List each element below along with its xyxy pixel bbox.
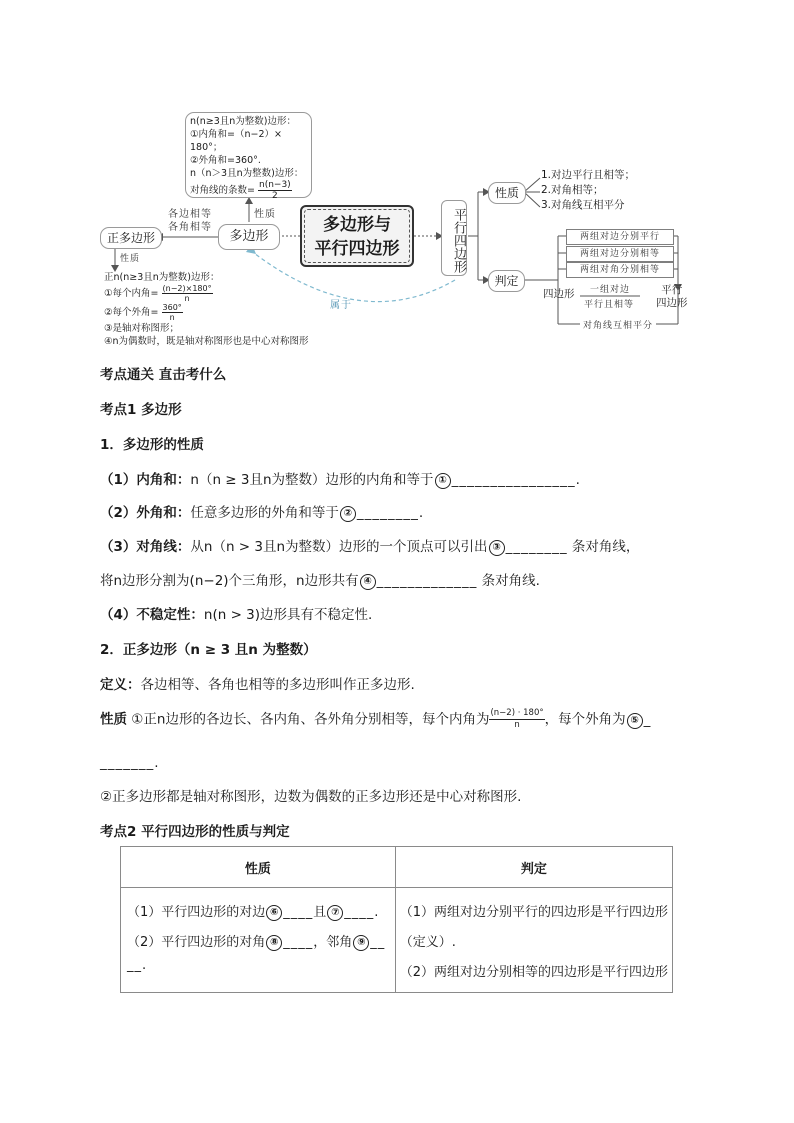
label: （2）外角和：	[100, 505, 191, 521]
edge-label-belongs: 属于	[330, 300, 352, 311]
blank-number: ⑧	[266, 935, 282, 951]
regular-polygon-properties	[104, 271, 364, 348]
fraction-numerator: (n−2) · 180°	[490, 708, 544, 718]
fill-blank[interactable]: ____	[283, 905, 314, 920]
diagonal-count-fraction	[258, 180, 292, 201]
interior-angle-fraction	[489, 708, 544, 731]
blank-number: ⑤	[627, 713, 643, 729]
cell-line: （定义）.	[399, 935, 456, 950]
node-judge	[488, 270, 525, 292]
fill-blank[interactable]: _____________	[376, 573, 478, 589]
end: 条对角线.	[477, 573, 540, 589]
text: （1）平行四边形的对边	[127, 905, 266, 920]
end: .	[142, 958, 147, 973]
end: 条对角线，	[567, 539, 640, 555]
text: 且	[313, 905, 327, 920]
judge-condition: 两组对边分别相等	[566, 246, 674, 262]
node-judge-label: 判定	[494, 274, 519, 288]
polygon-properties-box	[185, 112, 312, 201]
blank-number: ②	[340, 506, 356, 522]
node-parallelogram	[441, 200, 467, 276]
fill-blank[interactable]: ____	[283, 935, 314, 950]
cell-line: （2）两组对边分别相等的四边形是平行四边形	[399, 965, 668, 980]
edge-label-line: 各角相等	[168, 222, 212, 233]
paragraph-instability	[100, 606, 372, 624]
subheading-regular-polygon: 2．正多边形（n ≥ 3 且n 为整数）	[100, 642, 317, 658]
fraction-numerator: (n−2)×180°	[162, 284, 212, 293]
judge-condition: 两组对边分别平行	[566, 229, 674, 245]
table-row	[121, 888, 673, 993]
edge-label-property-2: 性质	[120, 254, 141, 264]
fill-blank[interactable]: __	[370, 935, 386, 950]
node-center	[300, 205, 414, 267]
label: （1）内角和：	[100, 472, 191, 488]
subheading-polygon-properties: 1．多边形的性质	[100, 437, 204, 453]
fill-blank[interactable]: _______	[100, 755, 155, 771]
fill-blank[interactable]: ________________	[451, 472, 576, 488]
fill-blank[interactable]: ________	[356, 505, 419, 521]
blank-number: ④	[360, 574, 376, 590]
paragraph-regular-property-cont	[100, 754, 159, 772]
interior-angle-label: ①每个内角=	[104, 288, 159, 299]
parallelogram-table	[120, 846, 673, 993]
table-header: 判定	[395, 847, 672, 888]
cell-line	[127, 958, 389, 974]
cell-line: （1）两组对边分别平行的四边形是平行四边形	[399, 905, 668, 920]
text: ①正n边形的各边长、各内角、各外角分别相等，每个内角为	[131, 711, 490, 728]
paragraph-regular-property	[100, 708, 651, 731]
table-cell-properties	[121, 888, 396, 993]
end: .	[418, 505, 424, 521]
end: .	[154, 755, 159, 771]
topic-2-title: 考点2 平行四边形的性质与判定	[100, 824, 290, 840]
topic-1-title: 考点1 多边形	[100, 402, 182, 418]
edge-label-property: 性质	[254, 209, 276, 220]
text: n(n > 3)边形具有不稳定性.	[203, 607, 373, 623]
node-regular-polygon	[100, 227, 162, 249]
table-cell-judgement	[395, 888, 672, 993]
polygon-prop-line	[190, 180, 307, 201]
fraction-denominator: 2	[271, 191, 278, 201]
fraction-numerator: n(n−3)	[259, 180, 291, 190]
cell-line	[127, 928, 389, 958]
node-regular-polygon-label: 正多边形	[106, 231, 155, 245]
label: （3）对角线：	[100, 539, 191, 555]
node-polygon-label: 多边形	[229, 229, 269, 244]
center-title-line2: 平行四边形	[314, 239, 400, 259]
paragraph-diagonals	[100, 538, 639, 556]
judge-result: 平行 四边形	[656, 284, 688, 309]
polygon-prop-line: ①内角和=（n−2）× 180°；	[190, 129, 282, 153]
exterior-angle-label: ②每个外角=	[104, 307, 159, 318]
fraction-numerator: 360°	[162, 303, 182, 312]
label: 性质	[100, 711, 127, 728]
fill-blank[interactable]: ____	[344, 905, 375, 920]
text: ，邻角	[313, 935, 353, 950]
cell-line	[127, 898, 389, 928]
judge-condition: 两组对角分别相等	[566, 262, 674, 278]
heading-main: 考点通关 直击考什么	[100, 367, 227, 383]
fraction-denominator: n	[514, 720, 520, 730]
polygon-prop-line: n（n＞3且n为整数)边形：	[190, 168, 304, 179]
nature-item: 3.对角线互相平分	[541, 199, 625, 211]
judge-mid-bottom: 平行且相等	[584, 300, 635, 310]
node-nature-label: 性质	[494, 186, 519, 200]
polygon-prop-line: ②外角和=360°.	[190, 155, 261, 166]
paragraph-exterior-angle	[100, 504, 423, 522]
node-parallelogram-label: 平行四边形	[451, 207, 466, 273]
table-header-row	[121, 847, 673, 888]
regular-prop-line: ④n为偶数时，既是轴对称图形也是中心对称图形	[104, 336, 309, 347]
text: （2）平行四边形的对角	[127, 935, 266, 950]
fill-blank[interactable]: _	[643, 711, 652, 728]
polygon-prop-line: n(n≥3且n为整数)边形：	[190, 116, 296, 127]
node-nature	[488, 182, 526, 204]
diagonal-count-label: 对角线的条数=	[190, 185, 255, 196]
interior-angle-fraction	[162, 284, 213, 303]
paragraph-diagonals-2	[100, 572, 540, 590]
text: 任意多边形的外角和等于	[190, 505, 339, 521]
judge-quadrilateral: 四边形	[543, 288, 575, 300]
regular-prop-line: ③是轴对称图形；	[104, 323, 180, 334]
label: （4）不稳定性：	[100, 607, 204, 623]
judge-bottom: 对角线互相平分	[580, 318, 656, 331]
blank-number: ③	[489, 540, 505, 556]
text: 各边相等、各角也相等的多边形叫作正多边形.	[140, 677, 415, 693]
nature-item: 1.对边平行且相等；	[541, 169, 636, 181]
nature-item: 2.对角相等；	[541, 184, 604, 196]
fill-blank[interactable]: __	[127, 958, 142, 973]
fill-blank[interactable]: ________	[505, 539, 568, 555]
text: n（n ≥ 3且n为整数）边形的内角和等于	[190, 472, 434, 488]
paragraph-symmetry: ②正多边形都是轴对称图形，边数为偶数的正多边形还是中心对称图形.	[100, 789, 522, 805]
judge-mid-top: 一组对边	[590, 285, 631, 295]
fraction-denominator: n	[169, 313, 175, 322]
end: .	[374, 905, 379, 920]
paragraph-interior-angle	[100, 471, 580, 489]
blank-number: ①	[435, 473, 451, 489]
regular-prop-line: 正n(n≥3且n为整数)边形：	[104, 272, 220, 283]
regular-prop-line	[104, 303, 364, 322]
text: ，每个外角为	[544, 711, 626, 728]
node-polygon	[218, 224, 280, 250]
blank-number: ⑦	[327, 905, 343, 921]
label: 定义：	[100, 677, 141, 693]
paragraph-definition	[100, 676, 415, 694]
blank-number: ⑨	[353, 935, 369, 951]
edge-label-line: 各边相等	[168, 209, 212, 220]
exterior-angle-fraction	[162, 303, 183, 322]
text: 将n边形分割为(n−2)个三角形，n边形共有	[100, 573, 359, 589]
blank-number: ⑥	[266, 905, 282, 921]
node-center-inner	[304, 209, 410, 263]
end: .	[575, 472, 580, 488]
text: 从n（n > 3且n为整数）边形的一个顶点可以引出	[190, 539, 488, 555]
regular-prop-line	[104, 284, 364, 303]
fraction-denominator: n	[184, 294, 190, 303]
table-header: 性质	[121, 847, 396, 888]
edge-label-equal	[168, 208, 212, 234]
center-title-line1: 多边形与	[323, 215, 391, 235]
nature-items	[541, 168, 635, 213]
